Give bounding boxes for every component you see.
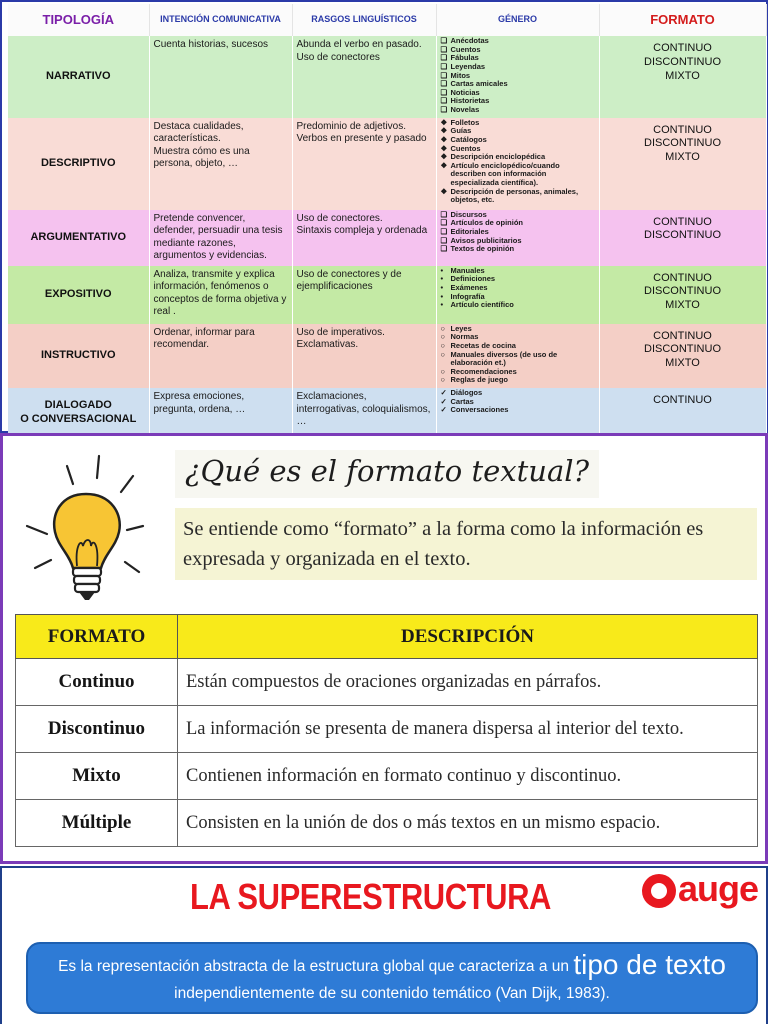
table-row — [16, 800, 758, 847]
intencion-cell: Analiza, transmite y explica información, fenómenos o conceptos de forma objetiva y real . — [149, 266, 292, 324]
formato-cell: Mixto — [16, 753, 178, 800]
bullet-icon: ❑ — [440, 44, 448, 54]
bullet-icon: • — [440, 300, 444, 310]
bullet-icon: ❖ — [440, 134, 448, 144]
descripcion-cell: La información se presenta de manera dispersa al interior del texto. — [178, 706, 758, 753]
bullet-icon: ❖ — [440, 152, 448, 162]
genero-label: Conversaciones — [450, 405, 509, 415]
formato-textual-section — [0, 433, 768, 864]
tipo-cell: INSTRUCTIVO — [8, 324, 149, 388]
bullet-icon: ❑ — [440, 53, 448, 63]
formato-cell — [599, 266, 766, 324]
genero-label: Infografía — [450, 291, 485, 301]
genero-label: Reglas de juego — [450, 375, 509, 385]
formato-cell — [599, 324, 766, 388]
bullet-icon: ❑ — [440, 235, 448, 245]
brand-name: auge — [678, 868, 759, 909]
tipo-cell: NARRATIVO — [8, 36, 149, 118]
genero-label: Avisos publicitarios — [450, 235, 522, 245]
list-item — [441, 106, 595, 115]
descripcion-cell: Están compuestos de oraciones organizadas en párrafos. — [178, 659, 758, 706]
rasgos-cell: Uso de conectores y de ejemplificaciones — [292, 266, 436, 324]
rasgos-cell: Uso de imperativos. Exclamativas. — [292, 324, 436, 388]
genero-label: Cuentos — [450, 44, 481, 54]
genero-cell — [436, 266, 599, 324]
genero-label: Descripción de personas, animales, objetos, etc. — [450, 186, 579, 205]
genero-label: Definiciones — [450, 274, 496, 284]
intencion-cell: Pretende convencer, defender, persuadir una tesis mediante razones, argumentos y evidencias. — [149, 210, 292, 266]
superestructura-definition-box — [26, 942, 758, 1014]
rasgos-cell: Predominio de adjetivos. Verbos en presente y pasado — [292, 118, 436, 210]
genero-label: Cartas amicales — [450, 79, 508, 89]
rasgos-cell: Uso de conectores. Sintaxis compleja y ordenada — [292, 210, 436, 266]
header-genero: GÉNERO — [436, 4, 599, 36]
formato-label: DISCONTINUO — [644, 229, 721, 242]
tipologia-row-narrativo — [8, 36, 766, 118]
genero-label: Discursos — [450, 209, 487, 219]
bullet-icon: ✓ — [440, 396, 447, 406]
definition-part-1: Es la representación abstracta de la estructura global que caracteriza a un — [58, 958, 570, 975]
definition-highlight: tipo de texto — [573, 949, 726, 980]
bullet-icon: ❑ — [440, 209, 448, 219]
rasgos-cell: Exclamaciones, interrogativas, coloquialismos, … — [292, 388, 436, 438]
superestructura-section — [0, 866, 768, 1024]
genero-label: Artículos de opinión — [450, 218, 523, 228]
genero-label: Historietas — [450, 96, 490, 106]
genero-label: Leyendas — [450, 61, 486, 71]
tipologia-row-descriptivo — [8, 118, 766, 210]
bullet-icon: ❖ — [440, 117, 448, 127]
intencion-cell: Expresa emociones, pregunta, ordena, … — [149, 388, 292, 438]
bullet-icon: ✓ — [440, 388, 447, 397]
bullet-icon: ❑ — [440, 79, 448, 89]
bullet-icon: • — [440, 291, 444, 301]
bullet-icon: ❑ — [440, 61, 448, 71]
formato-label: CONTINUO — [653, 123, 712, 136]
genero-label: Catálogos — [450, 134, 487, 144]
genero-label: Descripción enciclopédica — [450, 152, 546, 162]
tipologia-row-argumentativo — [8, 210, 766, 266]
genero-label: Textos de opinión — [450, 244, 515, 254]
bullet-icon: ○ — [440, 323, 446, 333]
header-tipologia: TIPOLOGÍA — [8, 4, 149, 36]
genero-label: Anécdotas — [450, 36, 489, 45]
list-item — [441, 376, 595, 385]
list-item — [441, 188, 595, 205]
bullet-icon: ❑ — [440, 87, 448, 97]
formato-label: DISCONTINUO — [644, 343, 721, 356]
genero-label: Artículo científico — [450, 300, 514, 310]
definition-part-2: independientemente de su contenido temático (Van Dijk, 1983). — [174, 985, 610, 1002]
header-descripcion-col: DESCRIPCIÓN — [178, 615, 758, 659]
bullet-icon: • — [440, 282, 444, 292]
bullet-icon: ○ — [440, 375, 446, 385]
intencion-cell: Cuenta historias, sucesos — [149, 36, 292, 118]
tipologia-row-dialogado — [8, 388, 766, 438]
bullet-icon: ❖ — [440, 160, 448, 170]
formato-cell — [599, 388, 766, 438]
list-item — [441, 301, 595, 310]
tipo-cell: EXPOSITIVO — [8, 266, 149, 324]
list-item — [441, 245, 595, 254]
genero-label: Artículo enciclopédico/cuando describen con información especializada científica). — [450, 160, 560, 187]
genero-label: Manuales — [450, 265, 485, 275]
bullet-icon: ❑ — [440, 244, 448, 254]
table-row — [16, 706, 758, 753]
formato-label: CONTINUO — [653, 42, 712, 54]
bullet-icon: ❑ — [440, 218, 448, 228]
formato-cell: Múltiple — [16, 800, 178, 847]
bullet-icon: • — [440, 274, 444, 284]
header-rasgos: RASGOS LINGUÍSTICOS — [292, 4, 436, 36]
formato-label: MIXTO — [665, 151, 700, 164]
lightbulb-icon — [21, 446, 151, 606]
genero-label: Recetas de cocina — [450, 340, 516, 350]
rasgos-cell: Abunda el verbo en pasado. Uso de conectores — [292, 36, 436, 118]
list-item — [441, 351, 595, 368]
intencion-cell: Destaca cualidades, características. Muestra cómo es una persona, objeto, … — [149, 118, 292, 210]
formato-label: CONTINUO — [653, 329, 712, 342]
formato-label: MIXTO — [665, 299, 700, 312]
brand — [638, 870, 764, 910]
genero-cell — [436, 324, 599, 388]
formato-table — [15, 614, 758, 847]
formato-cell — [599, 210, 766, 266]
bullet-icon: ❖ — [440, 126, 448, 136]
genero-label: Diálogos — [450, 388, 483, 397]
header-intencion: INTENCIÓN COMUNICATIVA — [149, 4, 292, 36]
formato-label: CONTINUO — [653, 215, 712, 228]
genero-label: Leyes — [450, 323, 472, 333]
genero-cell — [436, 388, 599, 438]
genero-label: Manuales diversos (de uso de elaboración et.) — [450, 349, 558, 368]
formato-label: CONTINUO — [653, 271, 712, 284]
tipo-cell: ARGUMENTATIVO — [8, 210, 149, 266]
bullet-icon: ❖ — [440, 186, 448, 196]
genero-label: Cartas — [450, 396, 474, 406]
genero-label: Fábulas — [450, 53, 479, 63]
bullet-icon: ❑ — [440, 226, 448, 236]
tipo-cell: DESCRIPTIVO — [8, 118, 149, 210]
bullet-icon: ○ — [440, 349, 446, 359]
genero-label: Folletos — [450, 117, 480, 127]
descripcion-cell: Consisten en la unión de dos o más textos en un mismo espacio. — [178, 800, 758, 847]
bullet-icon: ✓ — [440, 405, 447, 415]
formato-label: DISCONTINUO — [644, 55, 721, 68]
tipologia-row-expositivo — [8, 266, 766, 324]
formato-label: DISCONTINUO — [644, 137, 721, 150]
genero-label: Exámenes — [450, 282, 488, 292]
formato-label: CONTINUO — [653, 394, 712, 406]
intencion-cell: Ordenar, informar para recomendar. — [149, 324, 292, 388]
bullet-icon: ❑ — [440, 36, 448, 45]
genero-label: Recomendaciones — [450, 366, 517, 376]
formato-label: DISCONTINUO — [644, 285, 721, 298]
formato-cell — [599, 36, 766, 118]
header-formato-col: FORMATO — [16, 615, 178, 659]
bullet-icon: ❑ — [440, 70, 448, 80]
list-item — [441, 406, 595, 415]
genero-cell — [436, 118, 599, 210]
genero-label: Guías — [450, 126, 472, 136]
genero-label: Normas — [450, 332, 479, 342]
bullet-icon: ❖ — [440, 143, 448, 153]
tipologia-table — [8, 4, 767, 438]
table-row — [16, 753, 758, 800]
header-formato: FORMATO — [599, 4, 766, 36]
bullet-icon: ○ — [440, 366, 446, 376]
list-item — [441, 162, 595, 188]
auge-logo-icon — [642, 874, 676, 908]
formato-cell: Discontinuo — [16, 706, 178, 753]
bullet-icon: ❑ — [440, 96, 448, 106]
formato-definition: Se entiende como “formato” a la forma como la información es expresada y organizada en el texto. — [175, 508, 757, 580]
genero-label: Noticias — [450, 87, 480, 97]
definition-line-1 — [28, 950, 756, 982]
formato-cell — [599, 118, 766, 210]
genero-label: Mitos — [450, 70, 471, 80]
genero-label: Cuentos — [450, 143, 481, 153]
table-row — [16, 659, 758, 706]
bullet-icon: ○ — [440, 340, 446, 350]
bullet-icon: ❑ — [440, 105, 448, 114]
formato-cell: Continuo — [16, 659, 178, 706]
descripcion-cell: Contienen información en formato continuo y discontinuo. — [178, 753, 758, 800]
bullet-icon: ○ — [440, 332, 446, 342]
genero-cell — [436, 36, 599, 118]
bullet-icon: • — [440, 265, 444, 275]
formato-label: MIXTO — [665, 357, 700, 370]
formato-title: ¿Qué es el formato textual? — [175, 450, 599, 498]
superestructura-title: LA SUPERESTRUCTURA — [190, 876, 551, 917]
tipo-cell: DIALOGADO O CONVERSACIONAL — [8, 388, 149, 438]
genero-label: Novelas — [450, 105, 480, 114]
tipologia-row-instructivo — [8, 324, 766, 388]
formato-header-row — [16, 615, 758, 659]
tipologia-section — [0, 0, 768, 433]
tipologia-header-row — [8, 4, 766, 36]
genero-label: Editoriales — [450, 226, 489, 236]
formato-label: MIXTO — [665, 69, 700, 82]
genero-cell — [436, 210, 599, 266]
